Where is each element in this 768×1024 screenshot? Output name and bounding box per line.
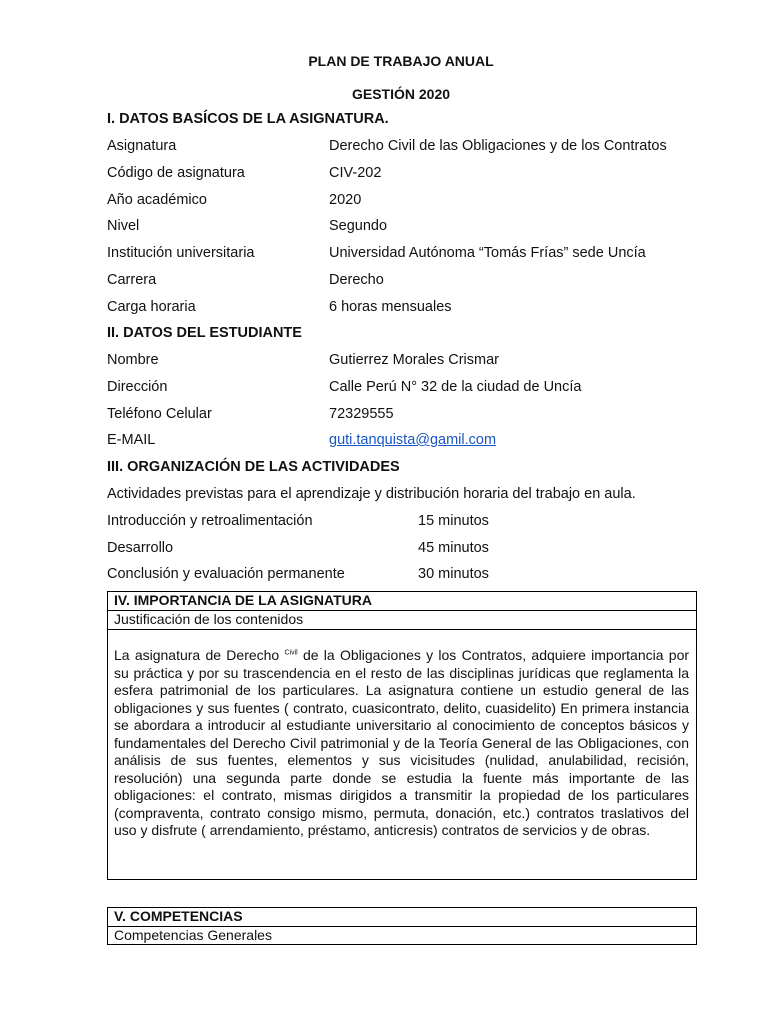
label-carrera: Carrera: [107, 272, 157, 288]
value-anio: 2020: [329, 192, 362, 208]
label-carga-horaria: Carga horaria: [107, 299, 196, 315]
paragraph-start: La asignatura de Derecho: [114, 647, 285, 663]
value-nivel: Segundo: [329, 218, 388, 234]
section-3-heading: III. ORGANIZACIÓN DE LAS ACTIVIDADES: [107, 459, 400, 475]
section-2-heading: II. DATOS DEL ESTUDIANTE: [107, 325, 302, 341]
label-institucion: Institución universitaria: [107, 245, 255, 261]
value-carrera: Derecho: [329, 272, 384, 288]
section-5-heading: V. COMPETENCIAS: [114, 908, 243, 924]
label-asignatura: Asignatura: [107, 138, 177, 154]
section-1-heading: I. DATOS BASÍCOS DE LA ASIGNATURA.: [107, 111, 389, 127]
justification-paragraph: [114, 647, 689, 840]
value-conclusion: 30 minutos: [418, 566, 489, 582]
value-carga-horaria: 6 horas mensuales: [329, 299, 452, 315]
label-conclusion: Conclusión y evaluación permanente: [107, 566, 345, 582]
value-institucion: Universidad Autónoma “Tomás Frías” sede Uncía: [329, 245, 646, 261]
label-desarrollo: Desarrollo: [107, 540, 174, 556]
superscript-civil: Civil: [284, 649, 298, 657]
label-nivel: Nivel: [107, 218, 140, 234]
value-telefono: 72329555: [329, 406, 394, 422]
activities-intro: Actividades previstas para el aprendizaje y distribución horaria del trabajo en aula.: [107, 486, 636, 502]
label-direccion: Dirección: [107, 379, 168, 395]
label-codigo: Código de asignatura: [107, 165, 245, 181]
paragraph-rest: de la Obligaciones y los Contratos, adquiere importancia por su práctica y por su trascendencia en el resto de las disciplinas jurídicas que reglamenta la esfera patrimonial de los particulares. La asignatura contiene un estudio general de las obligaciones y sus fuentes ( contrato, cuasicontrato, delito, cuasidelito) En primera instancia se abordara a introducir al estudiante universitario al conocimiento de conceptos básicos y fundamentales del Derecho Civil patrimonial y de la Teoría General de las Obligaciones, con análisis de sus fuentes, elementos y sus vicisitudes (nulidad, anulabilidad, recisión, resolución) una segunda parte donde se estudia la fuente más importante de las obligaciones: el contrato, mismas dirigidos a transmitir la propiedad de los particulares (compraventa, contrato consigo mismo, permuta, donación, etc.) contratos traslativos del uso y disfrute ( arrendamiento, préstamo, anticresis) contratos de servicios y de obras.: [114, 647, 690, 838]
label-introduccion: Introducción y retroalimentación: [107, 513, 313, 529]
section-4-heading: IV. IMPORTANCIA DE LA ASIGNATURA: [114, 592, 372, 608]
general-competencies-subheading: Competencias Generales: [114, 927, 272, 943]
value-desarrollo: 45 minutos: [418, 540, 489, 556]
value-direccion: Calle Perú N° 32 de la ciudad de Uncía: [329, 379, 582, 395]
label-telefono: Teléfono Celular: [107, 406, 212, 422]
document-title: PLAN DE TRABAJO ANUAL: [308, 53, 494, 69]
value-codigo: CIV-202: [329, 165, 382, 181]
value-nombre: Gutierrez Morales Crismar: [329, 352, 499, 368]
label-anio: Año académico: [107, 192, 207, 208]
email-link[interactable]: guti.tanquista@gamil.com: [329, 432, 497, 448]
label-email: E-MAIL: [107, 432, 156, 448]
label-nombre: Nombre: [107, 352, 159, 368]
value-introduccion: 15 minutos: [418, 513, 489, 529]
justification-subheading: Justificación de los contenidos: [114, 611, 304, 627]
value-asignatura: Derecho Civil de las Obligaciones y de los Contratos: [329, 138, 667, 154]
document-subtitle: GESTIÓN 2020: [351, 86, 451, 102]
